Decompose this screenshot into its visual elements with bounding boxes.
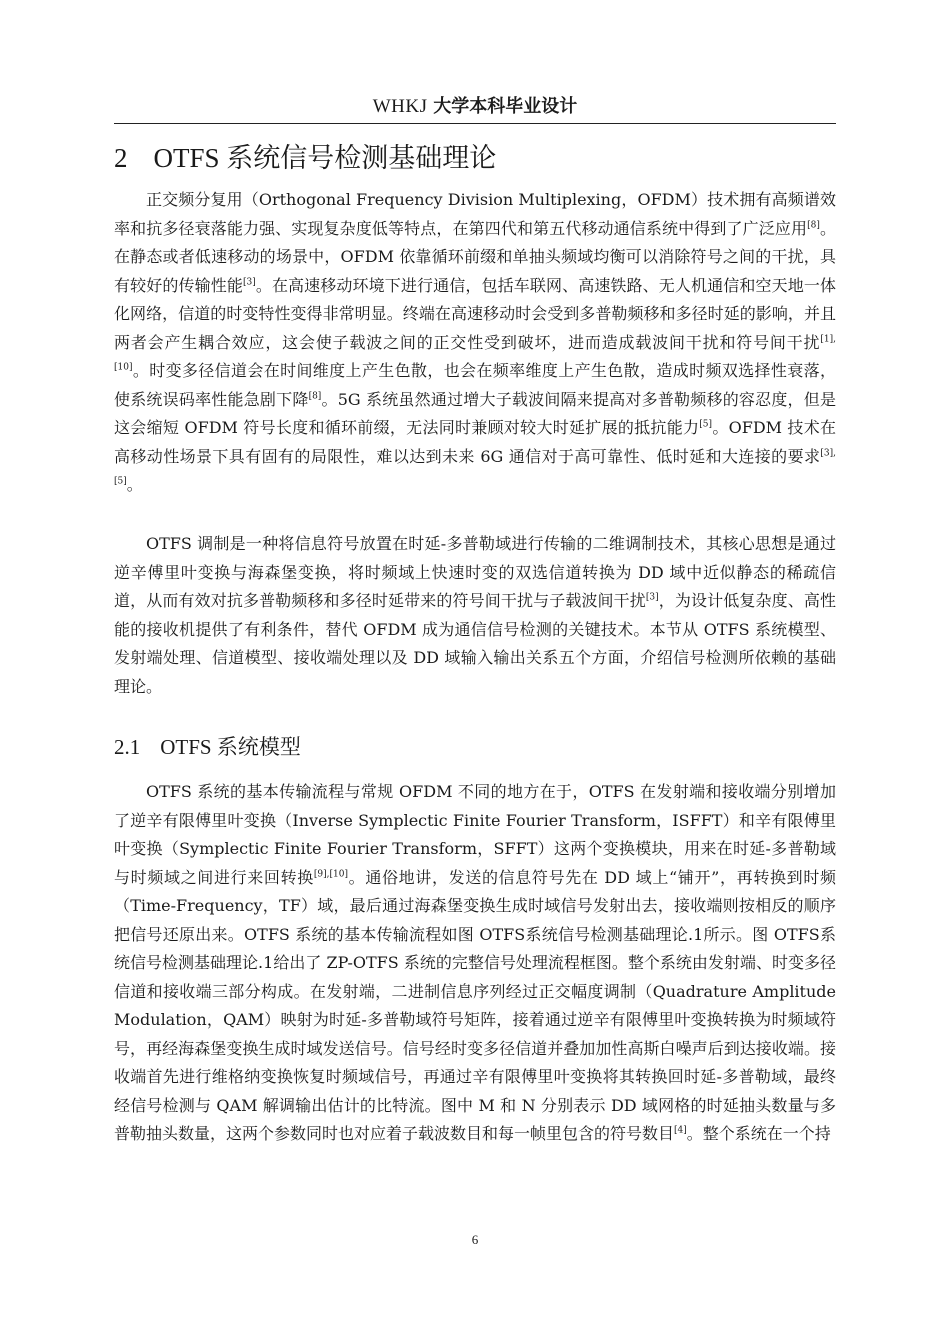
citation: [3] [645, 592, 659, 603]
citation: [8] [308, 391, 322, 402]
text-run: 。时变多径信道会在时间维度上产生色散，也会在频率维度上产生色散，造成时频双选择性衰落，使系统误码率性能急剧下降 [114, 361, 836, 409]
chapter-heading [114, 140, 496, 177]
text-run: 。整个系统在一个持 [686, 1124, 831, 1143]
text-run: 正交频分复用（Orthogonal Frequency Division Multiplexing，OFDM）技术拥有高频谱效率和抗多径衰落能力强、实现复杂度低等特点，在第四代和第五代移动通信系统中得到了广泛应用 [114, 190, 836, 238]
section-title: OTFS 系统模型 [160, 735, 301, 759]
paragraph-intro-ofdm [114, 186, 836, 500]
paragraph-otfs-intro [114, 530, 836, 701]
page-number: 6 [471, 1232, 479, 1247]
citation: [1],[10] [114, 334, 836, 373]
citation: [3],[5] [114, 448, 836, 487]
chapter-title: OTFS 系统信号检测基础理论 [153, 143, 497, 173]
citation: [8] [807, 220, 820, 231]
text-run: OTFS 调制是一种将信息符号放置在时延-多普勒域进行传输的二维调制技术，其核心思想是通过逆辛傅里叶变换与海森堡变换，将时频域上快速时变的双选信道转换为 DD 域中近似静态的稀疏信道，从而有效对抗多普勒频移和多径时延带来的符号间干扰与子载波间干扰 [114, 534, 836, 610]
citation: [9],[10] [313, 869, 349, 880]
paragraph-system-model [114, 778, 836, 1149]
text-run: 。通俗地讲，发送的信息符号先在 DD 域上“铺开”，再转换到时频（Time-Frequency，TF）域，最后通过海森堡变换生成时域信号发射出去，接收端则按相反的顺序把信号还原出来。OTFS 系统的基本传输流程如图 OTFS系统信号检测基础理论.1所示。图 OTFS系统信号检测基础理论.1给出了 ZP-OTFS 系统的完整信号处理流程框图。整个系统由发射端、时变多径信道和接收端三部分构成。在发射端，二进制信息序列经过正交幅度调制（Quadrature Amplitude Modulation，QAM）映射为时延-多普勒域符号矩阵，接着通过逆辛有限傅里叶变换转换为时频域符号，再经海森堡变换生成时域发送信号。信号经时变多径信道并叠加加性高斯白噪声后到达接收端。接收端首先进行维格纳变换恢复时频域信号，再通过辛有限傅里叶变换将其转换回时延-多普勒域，最终经信号检测与 QAM 解调输出估计的比特流。图中 M 和 N 分别表示 DD 域网格的时延抽头数量与多普勒抽头数量，这两个参数同时也对应着子载波数目和每一帧里包含的符号数目 [114, 867, 836, 1143]
text-run: 。 [126, 475, 143, 494]
citation: [3] [242, 277, 256, 288]
citation: [4] [674, 1125, 687, 1136]
text-run: 。5G 系统虽然通过增大子载波间隔来提高对多普勒频移的容忍度，但是这会缩短 OFDM 符号长度和循环前缀，无法同时兼顾对较大时延扩展的抵抗能力 [114, 389, 836, 437]
citation: [5] [699, 419, 713, 430]
text-run: ，为设计低复杂度、高性能的接收机提供了有利条件，替代 OFDM 成为通信信号检测的关键技术。本节从 OTFS 系统模型、发射端处理、信道模型、接收端处理以及 DD 域输入输出关系五个方面，介绍信号检测所依赖的基础理论。 [114, 591, 836, 696]
text-run: 。OFDM 技术在高移动性场景下具有固有的局限性，难以达到未来 6G 通信对于高可靠性、低时延和大连接的要求 [114, 418, 836, 466]
section-number: 2.1 [114, 735, 141, 759]
header-latin: WHKJ [372, 96, 428, 117]
chapter-number: 2 [114, 143, 128, 173]
running-header [114, 94, 836, 124]
text-run: 。在高速移动环境下进行通信，包括车联网、高速铁路、无人机通信和空天地一体化网络，信道的时变特性变得非常明显。终端在高速移动时会受到多普勒频移和多径时延的影响，并且两者会产生耦合效应，这会使子载波之间的正交性受到破坏，进而造成载波间干扰和符号间干扰 [114, 275, 836, 352]
text-run: 。在静态或者低速移动的场景中，OFDM 依靠循环前缀和单抽头频域均衡可以消除符号之间的干扰，具有较好的传输性能 [114, 218, 836, 295]
text-run: OTFS 系统的基本传输流程与常规 OFDM 不同的地方在于，OTFS 在发射端和接收端分别增加了逆辛有限傅里叶变换（Inverse Symplectic Finite Fourier Transform，ISFFT）和辛有限傅里叶变换（Symplectic Finite Fourier Transform，SFFT）这两个变换模块，用来在时延-多普勒域与时频域之间进行来回转换 [114, 782, 836, 887]
header-title: 大学本科毕业设计 [433, 96, 578, 117]
section-heading [114, 732, 301, 762]
